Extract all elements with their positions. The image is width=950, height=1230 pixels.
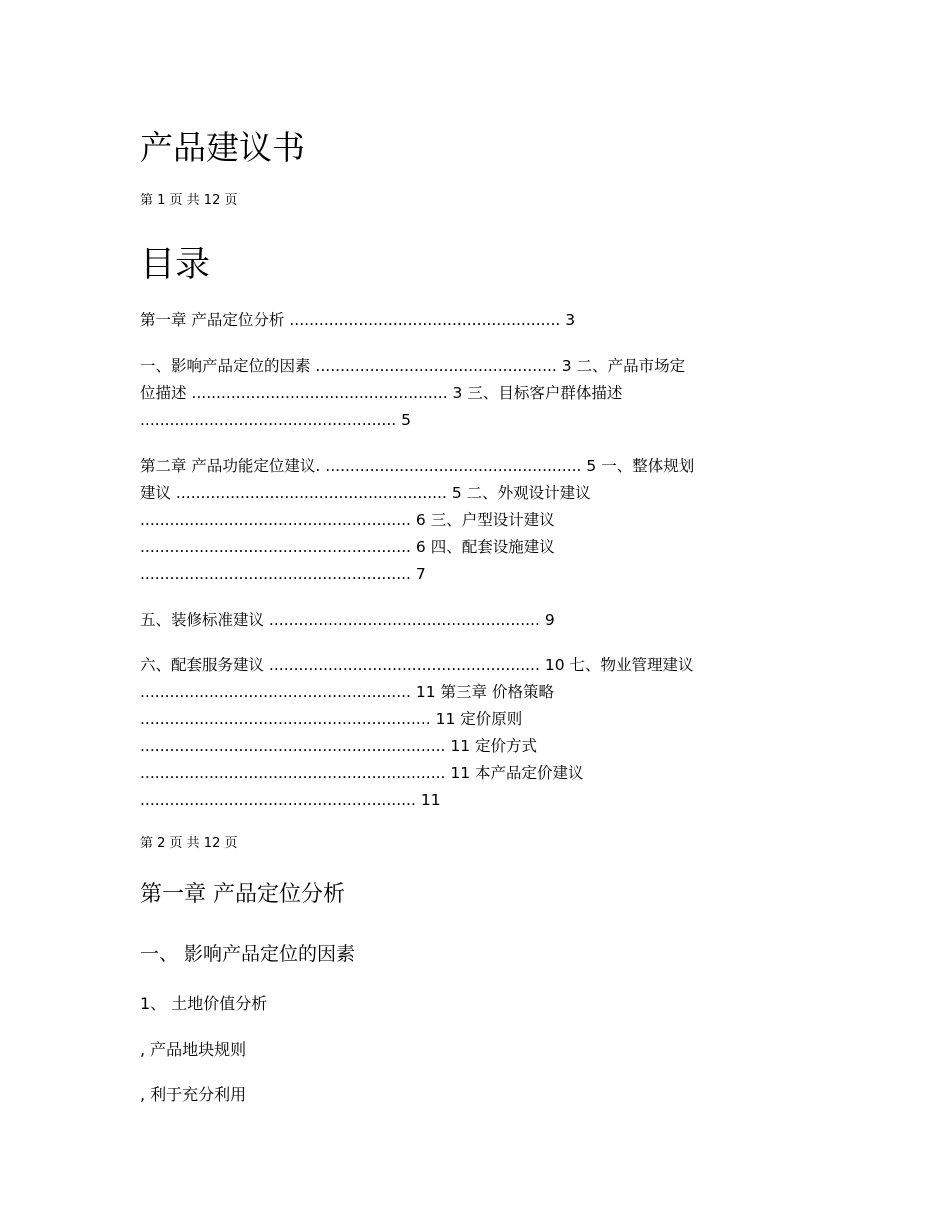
- toc-line[interactable]: 建议 ....................................................... 5 二、外观设计建议: [140, 484, 591, 502]
- toc-entry-group: [140, 652, 830, 814]
- toc-entry-group: [140, 607, 830, 634]
- toc-line[interactable]: 一、影响产品定位的因素 ................................................. 3 二、产品市场定: [140, 357, 686, 375]
- toc-line[interactable]: ........................................................... 11 定价原则: [140, 710, 523, 728]
- toc-line[interactable]: 第二章 产品功能定位建议. .................................................... 5 一、整体规划: [140, 457, 695, 475]
- page-number-2: 第 2 页 共 12 页: [140, 836, 238, 851]
- toc-entry-group: [140, 353, 830, 434]
- section-heading: 一、 影响产品定位的因素: [140, 943, 356, 965]
- toc-line[interactable]: .............................................................. 11 定价方式: [140, 737, 538, 755]
- bullet-item: , 利于充分利用: [140, 1085, 247, 1104]
- subsection-heading: 1、 土地价值分析: [140, 994, 268, 1013]
- document-page: [140, 0, 830, 1230]
- toc-line[interactable]: 第一章 产品定位分析 ....................................................... 3: [140, 311, 576, 329]
- toc-line[interactable]: 五、装修标准建议 ....................................................... 9: [140, 611, 555, 629]
- toc-line[interactable]: ....................................................... 6 三、户型设计建议: [140, 511, 555, 529]
- toc-heading: 目录: [140, 245, 211, 285]
- chapter-heading: 第一章 产品定位分析: [140, 882, 345, 907]
- toc-entry-group: [140, 453, 830, 588]
- toc-line[interactable]: 位描述 .................................................... 3 三、目标客户群体描述: [140, 384, 623, 402]
- toc-line[interactable]: .................................................... 5: [140, 411, 411, 429]
- document-title: 产品建议书: [140, 128, 305, 167]
- toc-line[interactable]: ....................................................... 6 四、配套设施建议: [140, 538, 555, 556]
- toc-line[interactable]: ....................................................... 7: [140, 565, 426, 583]
- toc-line[interactable]: ....................................................... 11 第三章 价格策略: [140, 683, 554, 701]
- bullet-item: , 产品地块规则: [140, 1040, 247, 1059]
- toc-line[interactable]: ........................................................ 11: [140, 791, 441, 809]
- toc-line[interactable]: 六、配套服务建议 ....................................................... 10 七、物业管理建议: [140, 656, 694, 674]
- page-number-1: 第 1 页 共 12 页: [140, 193, 238, 208]
- toc-entry-group: [140, 307, 830, 334]
- toc-line[interactable]: .............................................................. 11 本产品定价建议: [140, 764, 584, 782]
